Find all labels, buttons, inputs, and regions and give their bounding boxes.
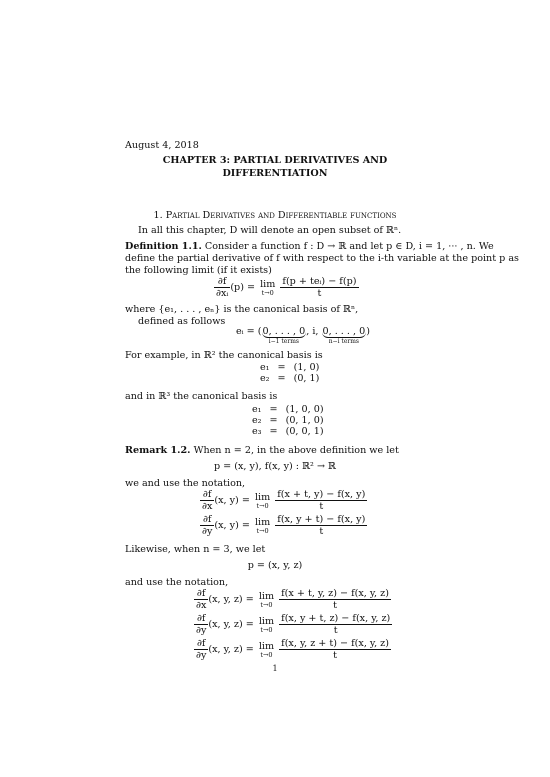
remark-display2: p = (x, y, z) (247, 560, 303, 571)
definition-line1 (125, 241, 494, 253)
r2-row: e₂ = (0, 1) (260, 373, 320, 384)
date: August 4, 2018 (125, 140, 199, 151)
partial-y-n3: $\frac{\partial f}{\partial y}$ (x, y, z) = lim t→0 $\frac{f(x, y + t, z) - f(x, y, z)}{t}$ (196, 613, 391, 636)
section-heading: 1. Partial Derivatives and Differentiable functions (153, 210, 397, 221)
partial-derivative-definition: $\frac{\partial f}{\text{∂xᵢ}}$ (p) = lim t→0 $\frac{\text{f(p + teᵢ) − f(p)}}{t}$ (216, 276, 357, 299)
remark-line2: we and use the notation, (125, 478, 246, 489)
r3-row: e₂ = (0, 1, 0) (252, 415, 324, 426)
remark-line4: and use the notation, (125, 577, 229, 588)
remark-line1 (125, 445, 399, 457)
chapter-title-line2: DIFFERENTIATION (222, 168, 328, 179)
r3-row: e₁ = (1, 0, 0) (252, 404, 324, 415)
example-r3: and in ℝ³ the canonical basis is (125, 391, 278, 402)
partial-y-n2: $\frac{\partial f}{\partial y}$ (x, y) = lim t→0 $\frac{f(x, y + t) - f(x, y)}{t}$ (202, 514, 366, 537)
defined-line: defined as follows (138, 316, 226, 327)
partial-x-n3: $\frac{\partial f}{\partial x}$ (x, y, z) = lim t→0 $\frac{f(x + t, y, z) - f(x, y, z)}{t}$ (196, 588, 389, 611)
r2-basis (256, 362, 323, 384)
remark-text1: When n = 2, in the above definition we let (193, 445, 399, 456)
partial-z-n3: $\frac{\partial f}{\partial y}$ (x, y, z) = lim t→0 $\frac{f(x, y, z + t) - f(x, y, z)}{t}$ (196, 638, 389, 661)
basis-line: where {e₁, . . . , eₙ} is the canonical basis of ℝⁿ, (125, 304, 359, 315)
definition-label: Definition 1.1. (125, 241, 202, 252)
remark-line3: Likewise, when n = 3, we let (125, 544, 266, 555)
definition-text1: Consider a function f : D → ℝ and let p ∈ D, i = 1, ··· , n. We (204, 241, 494, 252)
r3-basis (248, 404, 328, 437)
partial-x-n2: $\frac{\partial f}{\partial x}$ (x, y) = lim t→0 $\frac{f(x + t, y) - f(x, y)}{t}$ (202, 489, 366, 512)
remark-display1: p = (x, y), f(x, y) : ℝ² → ℝ (213, 461, 337, 472)
section-intro: In all this chapter, D will denote an open subset of ℝⁿ. (138, 225, 402, 236)
remark-label: Remark 1.2. (125, 445, 191, 456)
r3-row: e₃ = (0, 0, 1) (252, 426, 324, 437)
r2-row: e₁ = (1, 0) (260, 362, 320, 373)
example-r2: For example, in ℝ² the canonical basis is (125, 350, 323, 361)
page-number: 1 (272, 664, 278, 673)
definition-line2: define the partial derivative of f with respect to the i-th variable at the point p as (125, 253, 519, 264)
chapter-title-line1: CHAPTER 3: PARTIAL DERIVATIVES AND (162, 155, 388, 166)
definition-line3: the following limit (if it exists) (125, 265, 272, 276)
canonical-basis-vector: eᵢ = ( 0, . . . , 0 i−1 terms , i, 0, . . . , 0 n−i terms ) (236, 326, 370, 345)
